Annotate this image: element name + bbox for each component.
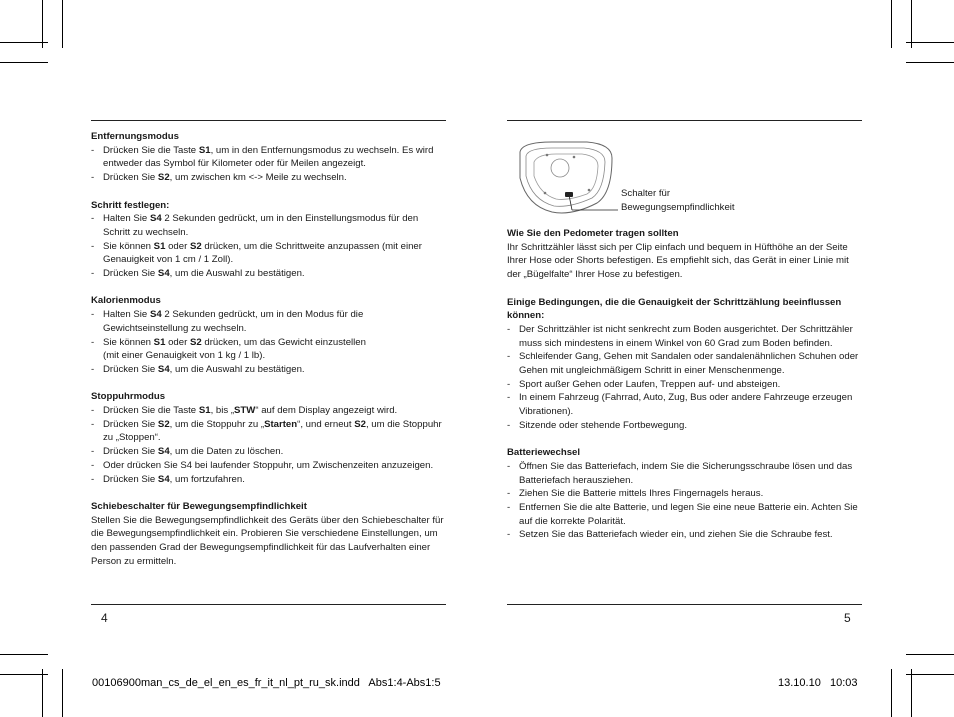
footer-filename: 00106900man_cs_de_el_en_es_fr_it_nl_pt_ru_sk.indd Abs1:4-Abs1:5 — [92, 677, 441, 689]
callout-line-2: Bewegungsempfindlichkeit — [621, 202, 735, 213]
crop-mark — [906, 42, 954, 43]
text-run: Drücken Sie — [103, 363, 158, 375]
key-label: STW — [234, 405, 256, 417]
text-run: drücken, um die Schrittweite anzupassen (mit einer Genauigkeit von 1 cm / 1 Zoll). — [103, 240, 422, 266]
text-run: Drücken Sie — [103, 172, 158, 184]
left-top-rule — [91, 120, 446, 121]
list-bullet: - — [91, 405, 95, 417]
section-gap — [91, 377, 447, 391]
crop-mark — [891, 0, 892, 48]
key-label: S1 — [198, 405, 211, 417]
crop-mark — [0, 42, 48, 43]
section-title: Schritt festlegen: — [91, 199, 170, 211]
key-label: S4 — [157, 363, 170, 375]
list-item — [91, 336, 447, 363]
list-bullet: - — [91, 473, 95, 485]
crop-mark — [906, 674, 954, 675]
list-bullet: - — [507, 323, 511, 335]
section-gap — [91, 281, 447, 295]
list-item — [91, 473, 447, 487]
right-bottom-rule — [507, 604, 862, 605]
list-bullet: - — [91, 144, 95, 156]
list-item — [91, 459, 447, 473]
text-run: In einem Fahrzeug (Fahrrad, Auto, Zug, Bus oder andere Fahrzeuge erzeugen Vibrationen). — [519, 392, 853, 418]
list-bullet: - — [507, 460, 511, 472]
list-bullet: - — [91, 240, 95, 252]
list-item — [507, 419, 863, 433]
key-label: Starten — [264, 418, 298, 430]
section-title: Batteriewechsel — [507, 447, 581, 459]
crop-mark — [891, 669, 892, 717]
text-run: , um in den Entfernungsmodus zu wechseln. Es wird entweder das Symbol für Kilometer oder für Meilen angezeigt. — [103, 144, 434, 170]
page-number-right: 5 — [844, 611, 851, 625]
text-run: “ auf dem Display angezeigt wird. — [255, 405, 398, 417]
text-run: Oder drücken Sie S4 bei laufender Stoppuhr, um Zwischenzeiten anzuzeigen. — [103, 459, 434, 471]
list-item — [507, 460, 863, 487]
text-run: 2 Sekunden gedrückt, um in den Einstellungsmodus für den Schritt zu wechseln. — [103, 213, 419, 238]
list-bullet: - — [507, 488, 511, 500]
key-label: S2 — [189, 336, 202, 348]
list-bullet: - — [91, 336, 95, 348]
text-run: Halten Sie — [103, 309, 150, 321]
left-bottom-rule — [91, 604, 446, 605]
section-title: Einige Bedingungen, die die Genauigkeit der Schrittzählung beeinflussen können: — [507, 296, 842, 322]
text-run: Sie können — [103, 240, 154, 252]
text-run: , um zwischen km <-> Meile zu wechseln. — [169, 172, 347, 184]
text-run: Drücken Sie — [103, 268, 158, 280]
list-item — [507, 391, 863, 418]
key-label: S1 — [153, 336, 166, 348]
list-bullet: - — [507, 392, 511, 404]
section-title: Wie Sie den Pedometer tragen sollten — [507, 228, 679, 239]
text-run: , um die Stoppuhr zu „Stoppen“. — [103, 418, 442, 444]
text-run: Der Schrittzähler ist nicht senkrecht zum Boden ausgerichtet. Der Schrittzähler muss sich mindestens in einem Winkel von 60 Grad zum Boden befinden. — [519, 323, 853, 349]
list-bullet: - — [91, 172, 95, 184]
text-run: Sitzende oder stehende Fortbewegung. — [519, 419, 688, 431]
text-run: , um die Stoppuhr zu „ — [169, 418, 265, 430]
list-bullet: - — [91, 418, 95, 430]
crop-mark — [62, 669, 63, 717]
text-run: oder — [165, 240, 190, 252]
section-gap — [91, 486, 447, 500]
crop-mark — [0, 674, 48, 675]
page-number-left: 4 — [101, 611, 108, 625]
crop-mark — [42, 0, 43, 48]
key-label: S1 — [153, 240, 166, 252]
key-label: S4 — [157, 473, 170, 485]
list-bullet: - — [91, 363, 95, 375]
list-bullet: - — [507, 419, 511, 431]
text-run: Entfernen Sie die alte Batterie, und legen Sie eine neue Batterie ein. Achten Sie auf die korrekte Polarität. — [519, 502, 858, 527]
text-run: , um die Auswahl zu bestätigen. — [169, 268, 305, 280]
list-item — [507, 378, 863, 392]
text-run: , um die Auswahl zu bestätigen. — [169, 363, 305, 375]
list-bullet: - — [91, 268, 95, 280]
section-paragraph: Stellen Sie die Bewegungsempfindlichkeit des Geräts über den Schiebeschalter für die Bewegungsempfindlichkeit ein. Probieren Sie verschiedene Einstellungen, um den passenden Grad der Bewegungsempfindlichkeit für das Laufverhalten einer Person zu ermitteln. — [91, 514, 444, 567]
text-run: Schleifender Gang, Gehen mit Sandalen oder sandalenähnlichen Schuhen oder Gehen mit ungleichmäßigem Schritt in einer Menschenmenge. — [519, 351, 859, 377]
section-paragraph: Ihr Schrittzähler lässt sich per Clip einfach und bequem in Hüfthöhe an der Seite Ihrer Hose oder Shorts befestigen. Es empfiehlt sich, das Gerät in einer Linie mit der „Bügelfalte“ Ihrer Hose zu befestigen. — [507, 241, 849, 281]
text-run: Sport außer Gehen oder Laufen, Treppen auf- und absteigen. — [519, 378, 781, 390]
text-run: Drücken Sie die Taste — [103, 405, 199, 417]
section-title: Stoppuhrmodus — [91, 391, 166, 403]
key-label: S4 — [149, 213, 162, 225]
key-label: S4 — [149, 309, 162, 321]
list-item — [91, 404, 447, 418]
list-bullet: - — [91, 446, 95, 458]
crop-mark — [0, 62, 48, 63]
list-item — [91, 308, 447, 335]
crop-mark — [42, 669, 43, 717]
list-item — [507, 528, 863, 542]
list-item — [507, 501, 863, 528]
text-run: Halten Sie — [103, 213, 150, 225]
text-run: Setzen Sie das Batteriefach wieder ein, und ziehen Sie die Schraube fest. — [519, 529, 833, 541]
switch-callout — [621, 187, 735, 215]
list-item — [91, 212, 447, 239]
text-run: Drücken Sie — [103, 418, 158, 430]
list-bullet: - — [91, 459, 95, 471]
crop-mark — [906, 654, 954, 655]
section-gap — [507, 282, 863, 296]
key-label: S4 — [157, 268, 170, 280]
text-run: drücken, um das Gewicht einzustellen — [201, 336, 366, 348]
right-page-text — [507, 227, 863, 542]
crop-mark — [911, 0, 912, 48]
text-run: , um die Daten zu löschen. — [169, 446, 284, 458]
callout-line-1: Schalter für — [621, 188, 671, 199]
list-bullet: - — [507, 502, 511, 514]
crop-mark — [62, 0, 63, 48]
list-item — [91, 144, 447, 171]
text-run: , um fortzufahren. — [169, 473, 245, 485]
text-run: “, und erneut — [297, 418, 355, 430]
key-label: S1 — [198, 144, 211, 156]
text-run: Drücken Sie — [103, 446, 158, 458]
text-run: Öffnen Sie das Batteriefach, indem Sie die Sicherungsschraube lösen und das Batteriefach herausziehen. — [519, 460, 853, 486]
list-bullet: - — [507, 378, 511, 390]
list-bullet: - — [91, 213, 95, 225]
list-item — [507, 487, 863, 501]
section-title: Kalorienmodus — [91, 295, 161, 307]
section-gap — [91, 185, 447, 199]
crop-mark — [906, 62, 954, 63]
text-run: oder — [165, 336, 190, 348]
section-title: Entfernungsmodus — [91, 131, 179, 142]
left-page-text — [91, 130, 447, 568]
list-item — [91, 171, 447, 185]
text-run: , bis „ — [210, 405, 235, 417]
text-run: 2 Sekunden gedrückt, um in den Modus für die Gewichtseinstellung zu wechseln. — [103, 309, 364, 334]
footer-timestamp: 13.10.10 10:03 — [778, 677, 858, 689]
text-run: Sie können — [103, 336, 154, 348]
text-run: Drücken Sie die Taste — [103, 144, 199, 156]
list-item — [507, 323, 863, 350]
crop-mark — [911, 669, 912, 717]
list-item — [91, 240, 447, 267]
section-gap — [507, 433, 863, 447]
text-run: Drücken Sie — [103, 473, 158, 485]
text-run: (mit einer Genauigkeit von 1 kg / 1 lb). — [103, 350, 266, 362]
list-item — [91, 363, 447, 377]
right-top-rule — [507, 120, 862, 121]
list-item — [91, 267, 447, 281]
list-item — [91, 445, 447, 459]
key-label: S2 — [354, 418, 366, 430]
key-label: S2 — [157, 418, 170, 430]
text-run: Ziehen Sie die Batterie mittels Ihres Fingernagels heraus. — [519, 488, 764, 500]
key-label: S4 — [157, 446, 170, 458]
list-bullet: - — [91, 309, 95, 321]
crop-mark — [0, 654, 48, 655]
section-title: Schiebeschalter für Bewegungsempfindlichkeit — [91, 500, 307, 512]
list-item — [507, 350, 863, 377]
key-label: S2 — [189, 240, 202, 252]
list-item — [91, 418, 447, 445]
list-bullet: - — [507, 529, 511, 541]
key-label: S2 — [157, 172, 170, 184]
list-bullet: - — [507, 351, 511, 363]
